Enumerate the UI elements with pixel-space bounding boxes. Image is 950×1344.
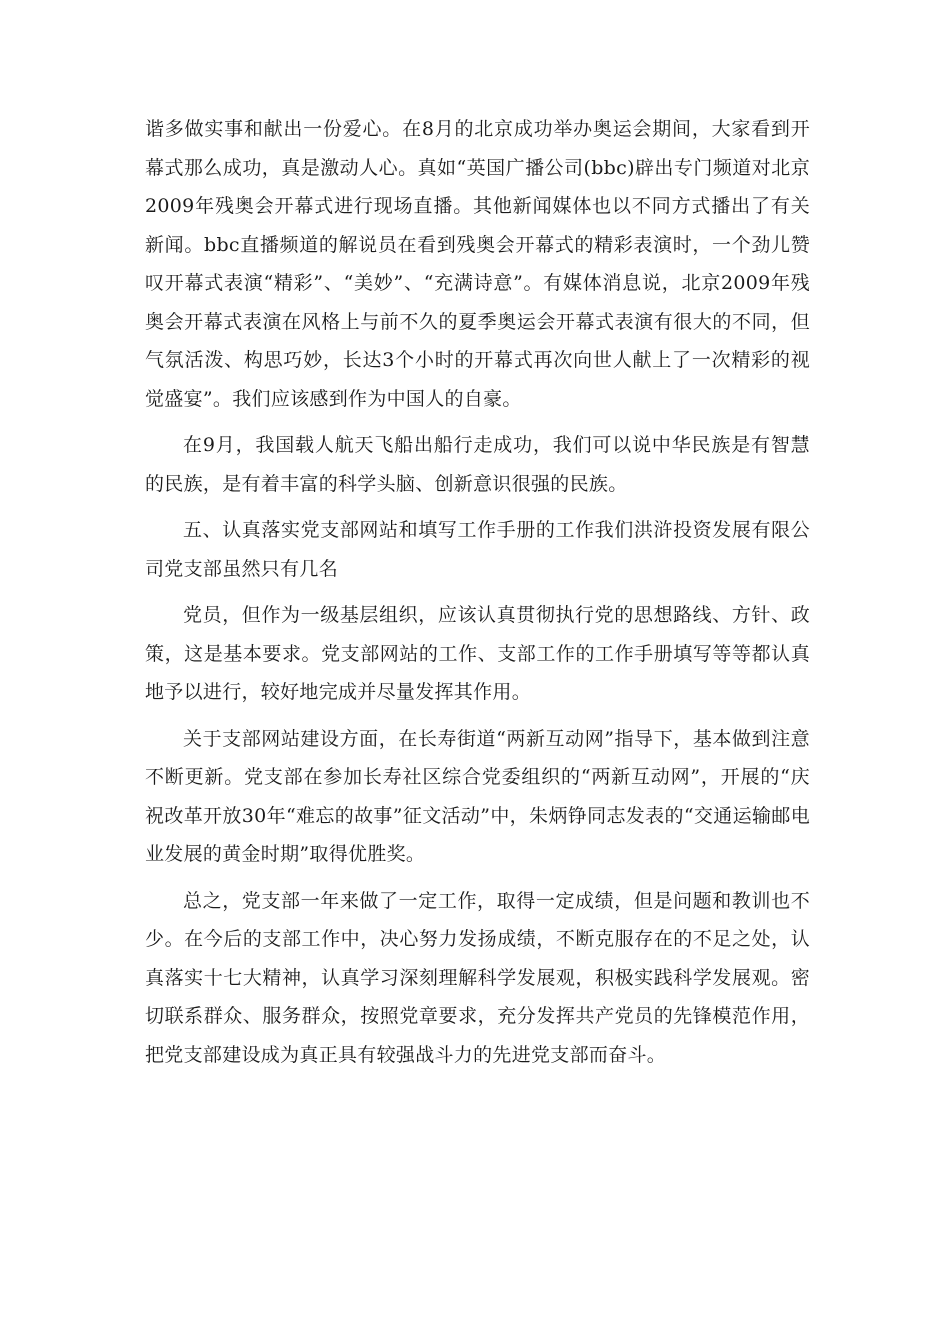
- paragraph-website-building: 关于支部网站建设方面，在长寿街道“两新互动网”指导下，基本做到注意不断更新。党支部在参加长寿社区综合党委组织的“两新互动网”，开展的“庆祝改革开放30年“难忘的故事”征文活动”中，朱炳铮同志发表的“交通运输邮电业发展的黄金时期”取得优胜奖。: [145, 727, 810, 865]
- paragraph-party-members: 党员，但作为一级基层组织，应该认真贯彻执行党的思想路线、方针、政策，这是基本要求。党支部网站的工作、支部工作的工作手册填写等等都认真地予以进行，较好地完成并尽量发挥其作用。: [145, 604, 810, 703]
- paragraph-conclusion: 总之，党支部一年来做了一定工作，取得一定成绩，但是问题和教训也不少。在今后的支部工作中，决心努力发扬成绩，不断克服存在的不足之处，认真落实十七大精神，认真学习深刻理解科学发展观，积极实践科学发展观。密切联系群众、服务群众，按照党章要求，充分发挥共产党员的先锋模范作用，把党支部建设成为真正具有较强战斗力的先进党支部而奋斗。: [145, 889, 810, 1066]
- paragraph-section-five-heading: 五、认真落实党支部网站和填写工作手册的工作我们洪浒投资发展有限公司党支部虽然只有几名: [145, 519, 810, 580]
- document-body: [145, 110, 810, 1082]
- paragraph-spaceflight: 在9月，我国载人航天飞船出船行走成功，我们可以说中华民族是有智慧的民族，是有着丰富的科学头脑、创新意识很强的民族。: [145, 434, 810, 495]
- paragraph-olympics: 谐多做实事和献出一份爱心。在8月的北京成功举办奥运会期间，大家看到开幕式那么成功，真是激动人心。真如“英国广播公司(bbc)辟出专门频道对北京2009年残奥会开幕式进行现场直播。其他新闻媒体也以不同方式播出了有关新闻。bbc直播频道的解说员在看到残奥会开幕式的精彩表演时，一个劲儿赞叹开幕式表演“精彩”、“美妙”、“充满诗意”。有媒体消息说，北京2009年残奥会开幕式表演在风格上与前不久的夏季奥运会开幕式表演有很大的不同，但气氛活泼、构思巧妙，长达3个小时的开幕式再次向世人献上了一次精彩的视觉盛宴”。我们应该感到作为中国人的自豪。: [145, 118, 810, 410]
